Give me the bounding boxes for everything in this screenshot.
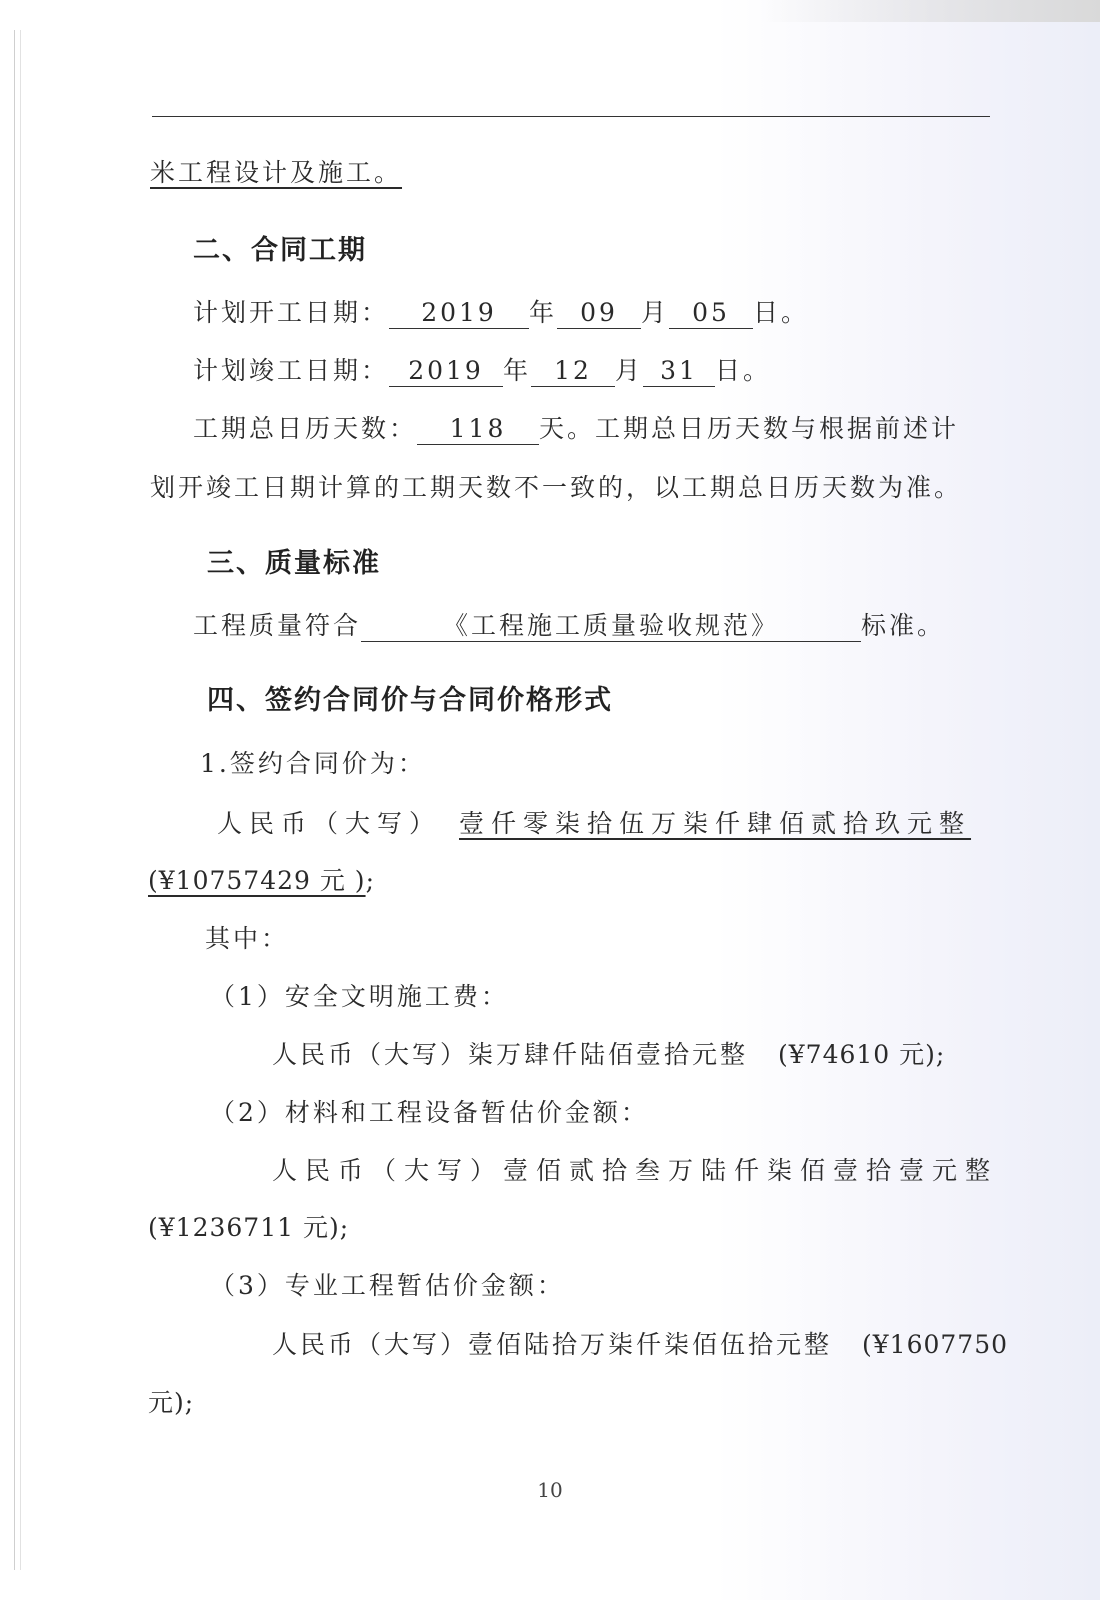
among-label: 其中： bbox=[205, 924, 290, 953]
safety-fee-number: (¥74610 元); bbox=[778, 1040, 946, 1069]
total-days-line bbox=[193, 414, 959, 445]
month-unit: 月 bbox=[641, 298, 670, 327]
month-unit: 月 bbox=[615, 356, 644, 385]
start-date-label: 计划开工日期： bbox=[193, 298, 390, 327]
header-rule bbox=[152, 116, 990, 117]
material-estimate-label: （2）材料和工程设备暂估价金额： bbox=[210, 1098, 649, 1127]
end-date-label: 计划竣工日期： bbox=[193, 356, 390, 385]
specialty-estimate-label: （3）专业工程暂估价金额： bbox=[210, 1271, 565, 1300]
section-heading-price: 四、签约合同价与合同价格形式 bbox=[207, 685, 613, 716]
scan-shadow bbox=[760, 0, 1100, 22]
day-unit: 日。 bbox=[753, 298, 810, 327]
start-month: 09 bbox=[557, 298, 641, 329]
day-unit: 日。 bbox=[715, 356, 772, 385]
start-date-line bbox=[193, 298, 809, 329]
specialty-estimate-number: (¥1607750 bbox=[862, 1330, 1009, 1359]
section-heading-quality: 三、质量标准 bbox=[207, 548, 381, 579]
safety-fee-line bbox=[272, 1040, 945, 1070]
total-days-label: 工期总日历天数： bbox=[193, 414, 418, 443]
year-unit: 年 bbox=[503, 356, 532, 385]
specialty-estimate-words: 人民币（大写）壹佰陆拾万柒仟柒佰伍拾元整 bbox=[272, 1330, 833, 1359]
total-days-value: 118 bbox=[417, 414, 539, 445]
contract-price-label: 1.签约合同价为： bbox=[200, 749, 426, 778]
specialty-estimate-line bbox=[272, 1330, 1008, 1360]
contract-price-words: 壹仟零柒拾伍万柒仟肆佰贰拾玖元整 bbox=[459, 809, 972, 838]
quality-line bbox=[193, 611, 945, 642]
specialty-estimate-number-cont: 元); bbox=[148, 1388, 195, 1417]
safety-fee-label: （1）安全文明施工费： bbox=[210, 982, 509, 1011]
contract-price-number-line bbox=[148, 866, 375, 896]
year-unit: 年 bbox=[529, 298, 558, 327]
end-date-line bbox=[193, 356, 771, 387]
quality-tail: 标准。 bbox=[861, 611, 946, 640]
safety-fee-words: 人民币（大写）柒万肆仟陆佰壹拾元整 bbox=[272, 1040, 749, 1069]
end-day: 31 bbox=[643, 356, 715, 387]
page-number: 10 bbox=[537, 1478, 563, 1502]
rmb-label: 人民币（大写） bbox=[217, 809, 442, 838]
section-heading-duration: 二、合同工期 bbox=[193, 235, 367, 266]
contract-price-end: ; bbox=[365, 866, 375, 895]
total-days-line2: 划开竣工日期计算的工期天数不一致的，以工期总日历天数为准。 bbox=[150, 473, 963, 502]
end-year: 2019 bbox=[389, 356, 503, 387]
material-estimate-number: (¥1236711 元); bbox=[148, 1213, 350, 1242]
continuation-text: 米工程设计及施工。 bbox=[150, 158, 403, 187]
quality-label: 工程质量符合 bbox=[193, 611, 362, 640]
contract-price-number: (¥10757429 元 ) bbox=[148, 866, 366, 895]
contract-price-line bbox=[217, 809, 971, 839]
start-year: 2019 bbox=[389, 298, 529, 329]
binding-edge-inner bbox=[20, 30, 21, 1570]
binding-edge bbox=[14, 30, 15, 1570]
start-day: 05 bbox=[669, 298, 753, 329]
material-estimate-words: 人民币（大写）壹佰贰拾叁万陆仟柒佰壹拾壹元整 bbox=[272, 1156, 999, 1185]
quality-standard-value: 《工程施工质量验收规范》 bbox=[361, 611, 861, 642]
total-days-tail: 天。工期总日历天数与根据前述计 bbox=[539, 414, 960, 443]
end-month: 12 bbox=[531, 356, 615, 387]
